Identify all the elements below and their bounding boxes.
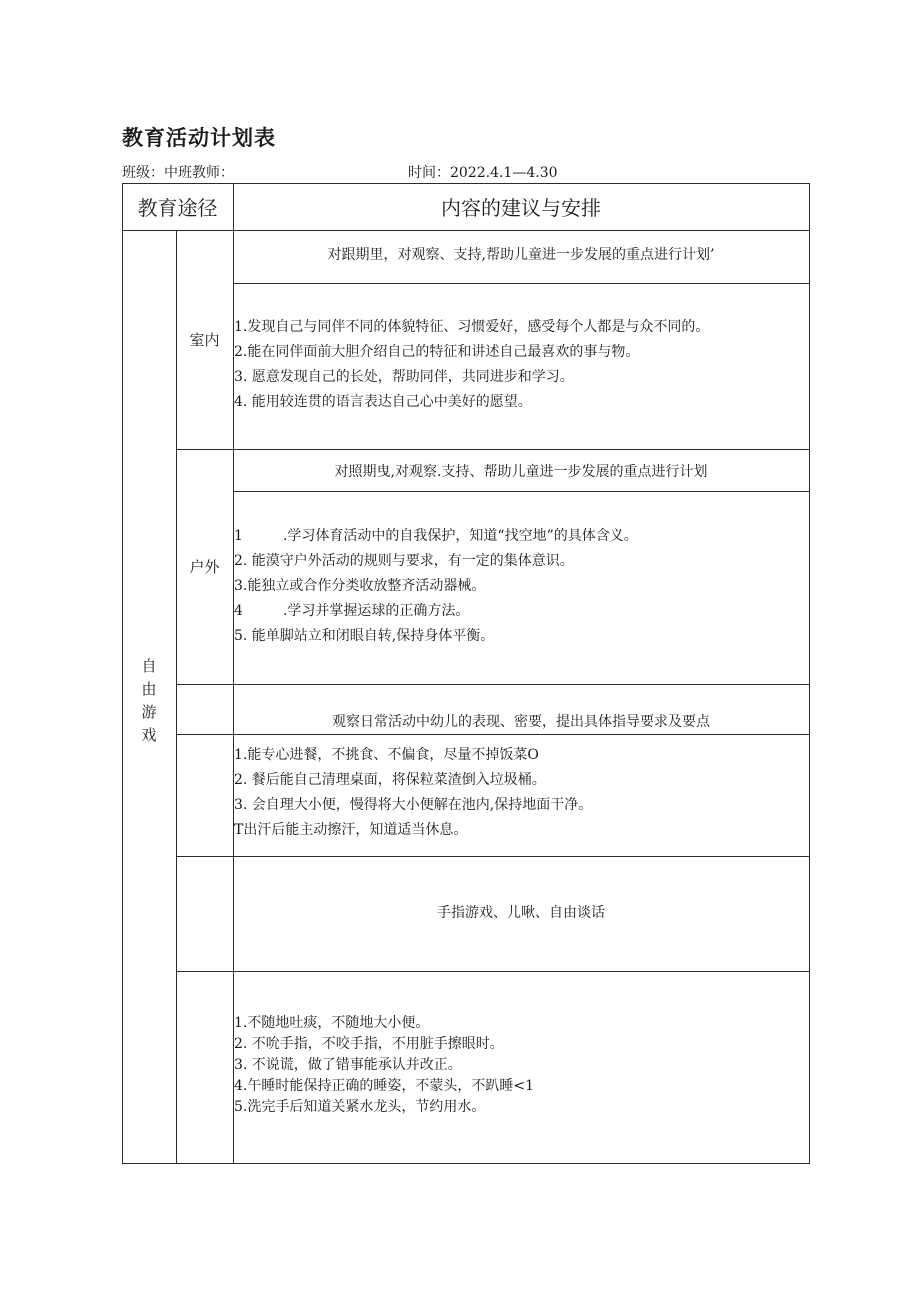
class-teacher-label: 班级：中班教师：: [122, 165, 234, 181]
list-item: 2. 不吮手指，不咬手指，不用脏手擦眼时。: [234, 1036, 504, 1052]
outdoor-label: 户外: [189, 558, 220, 576]
list-item: 1.发现自己与同伴不同的体貌特征、习惯爱好，感受每个人都是与众不同的。: [234, 319, 710, 335]
games-text: 手指游戏、儿啾、自由谈话: [437, 905, 605, 921]
header-content-arrangement: 内容的建议与安排: [441, 196, 601, 220]
header-divider: [122, 230, 810, 231]
category-char: 戏: [141, 726, 157, 744]
habits-goals-list: [234, 1013, 534, 1118]
indoor-label: 室内: [189, 331, 220, 349]
indoor-goals-list: [234, 315, 709, 415]
category-char: 由: [141, 680, 157, 698]
category-free-play: [122, 655, 176, 747]
list-item: 4. 能用较连贯的语言表达自己心中美好的愿望。: [234, 394, 532, 410]
table-border-bottom: [122, 1163, 810, 1164]
outdoor-plan-note: 对照期曳,对观察.支持、帮助儿童进一步发展的重点进行计划: [334, 464, 708, 480]
indoor-plan-note: 对跟期里，对观察、支持,帮助儿童进一步发展的重点进行计划’: [327, 247, 715, 263]
list-item: 2. 能漠守户外活动的规则与要求，有一定的集体意识。: [234, 553, 574, 569]
list-item: 4.午睡时能保持正确的睡姿，不蒙头，不趴睡<1: [234, 1078, 534, 1094]
list-item: T出汗后能主动擦汗，知道适当休息。: [234, 822, 468, 838]
list-item: 1.不随地吐痰，不随地大小便。: [234, 1015, 430, 1031]
list-item: 5. 能单脚站立和闭眼自转,保持身体平衡。: [234, 628, 495, 644]
outdoor-goals-list: [234, 524, 638, 649]
category-char: 自: [141, 657, 157, 675]
list-item: 2. 餐后能自己清理桌面，将保粒菜渣倒入垃圾桶。: [234, 772, 546, 788]
list-item: 4 .学习并掌握运球的正确方法。: [234, 603, 470, 619]
list-item: 1 .学习体育活动中的自我保护，知道“找空地”的具体含义。: [234, 528, 638, 544]
list-item: 5.洗完手后知道关紧水龙头，节约用水。: [234, 1099, 486, 1115]
list-item: 1.能专心进餐，不挑食、不偏食，尽量不掉饭菜O: [234, 747, 539, 763]
table-border-top: [122, 183, 810, 184]
daily-goals-list: [234, 743, 592, 843]
category-char: 游: [141, 703, 157, 721]
list-item: 3. 不说谎，做了错事能承认并改正。: [234, 1057, 462, 1073]
row-divider: [176, 856, 810, 857]
row-divider: [233, 283, 810, 284]
list-item: 2.能在同伴面前大胆介绍自己的特征和讲述自己最喜欢的事与物。: [234, 344, 640, 360]
list-item: 3. 愿意发现自己的长处，帮助同伴，共同进步和学习。: [234, 369, 574, 385]
category-divider: [176, 230, 177, 1164]
row-divider: [233, 491, 810, 492]
row-divider: [176, 971, 810, 972]
list-item: 3. 会自理大小便，慢得将大小便解在池内,保持地面干净。: [234, 797, 593, 813]
header-education-path: 教育途径: [137, 196, 218, 220]
daily-plan-note: 观察日常活动中幼儿的表现、密要，提出具体指导要求及要点: [332, 714, 710, 730]
list-item: 3.能独立或合作分类收放整齐活动器械。: [234, 578, 486, 594]
time-range-label: 时间：2022.4.1—4.30: [408, 165, 558, 181]
row-divider: [176, 684, 810, 685]
table-border-right: [809, 183, 810, 1164]
page-title: 教育活动计划表: [122, 126, 276, 150]
row-divider: [176, 449, 810, 450]
